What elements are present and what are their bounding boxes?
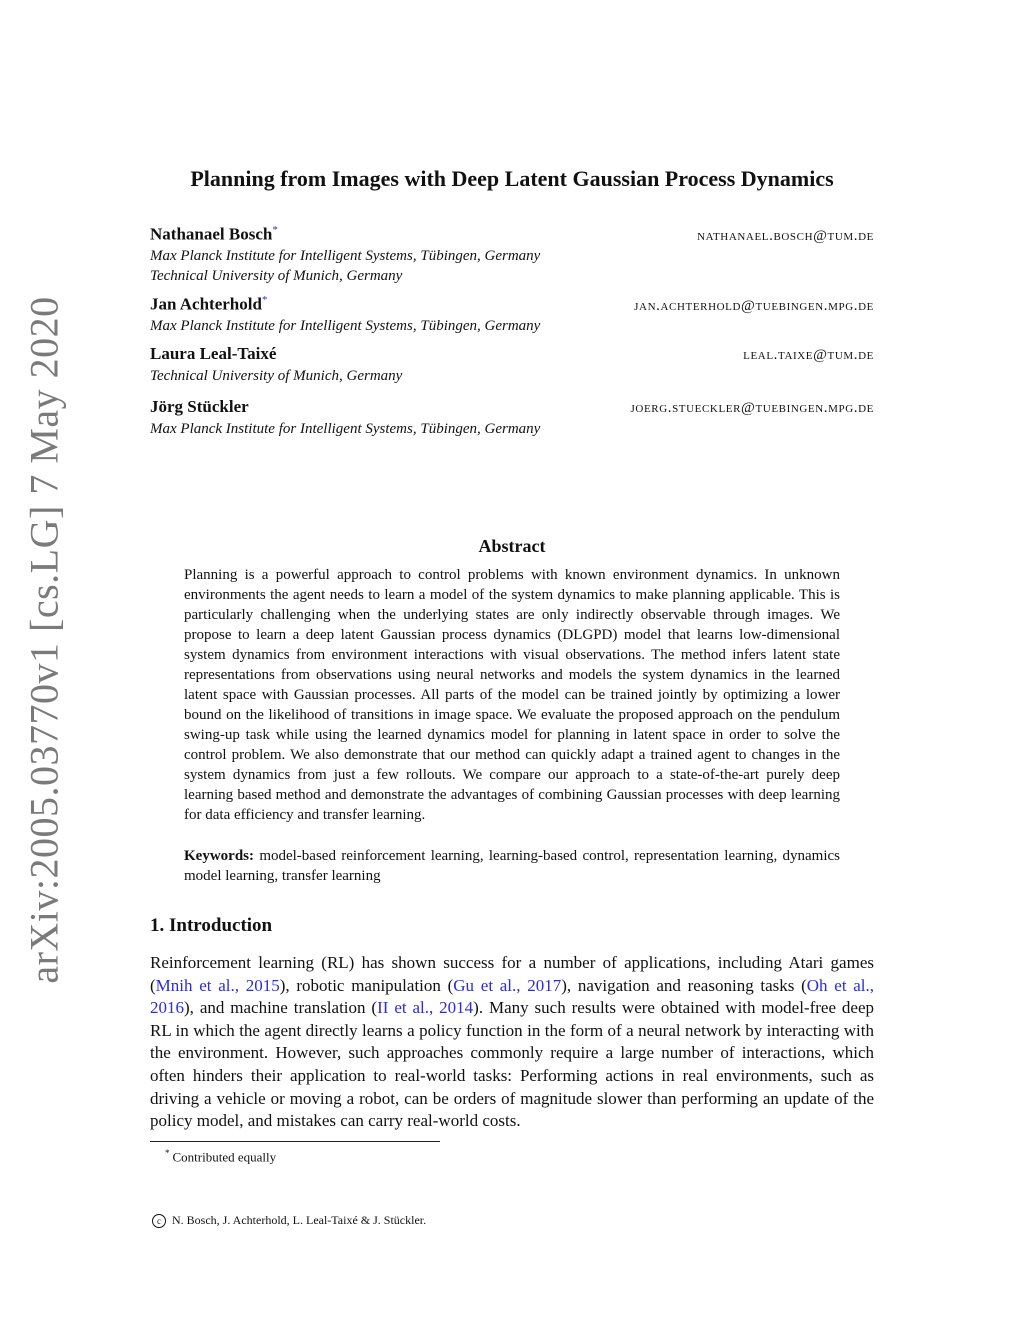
keywords — [184, 846, 840, 886]
introduction-paragraph: Reinforcement learning (RL) has shown success for a number of applications, including Atari games (Mnih et al., 2015), robotic manipulation (Gu et al., 2017), navigation and reasoning tasks (Oh et al., 2016), and machine translation (II et al., 2014). Many such results were obtained with model-free deep RL in which the agent directly learns a policy function in the form of a neural network by interacting with the environment. However, such approaches commonly require a large number of interactions, which often hinders their application to real-world tasks: Performing actions in real environments, such as driving a vehicle or moving a robot, can be orders of magnitude slower than performing an update of the policy model, and mistakes can carry real-world costs. — [150, 953, 875, 1131]
footnote-divider — [150, 1141, 440, 1142]
author-email[interactable]: joerg.stueckler@tuebingen.mpg.de — [630, 400, 874, 416]
author-email[interactable]: leal.taixe@tum.de — [743, 347, 874, 363]
citation-link[interactable]: Mnih et al., 2015 — [155, 975, 280, 995]
author-affiliation: Technical University of Munich, Germany — [150, 268, 403, 284]
author-name: Jan Achterhold* — [150, 294, 268, 314]
footnote-text: Contributed equally — [172, 1149, 277, 1165]
copyright-icon: c — [152, 1214, 166, 1228]
author-affiliation: Max Planck Institute for Intelligent Systems, Tübingen, Germany — [150, 248, 541, 264]
author-name: Nathanael Bosch* — [150, 224, 278, 244]
abstract-heading: Abstract — [478, 536, 546, 556]
footnote — [165, 1148, 276, 1165]
author-block — [150, 344, 874, 386]
section-heading: 1. Introduction — [150, 915, 273, 936]
keywords-text: model-based reinforcement learning, learning-based control, representation learning, dynamics model learning, transfer learning — [184, 848, 841, 884]
author-affiliation: Technical University of Munich, Germany — [150, 368, 403, 384]
author-name: Jörg Stückler — [150, 397, 249, 416]
author-block — [150, 224, 874, 286]
footnote-mark: * — [165, 1148, 170, 1158]
citation-link[interactable]: Gu et al., 2017 — [453, 975, 562, 995]
author-email[interactable]: nathanael.bosch@tum.de — [697, 227, 874, 244]
copyright-line — [152, 1213, 426, 1228]
keywords-label: Keywords: — [184, 848, 254, 864]
author-affiliation: Max Planck Institute for Intelligent Systems, Tübingen, Germany — [150, 421, 541, 437]
author-block — [150, 397, 874, 439]
copyright-text: N. Bosch, J. Achterhold, L. Leal-Taixé & J. Stückler. — [172, 1213, 427, 1227]
citation-link[interactable]: Oh et al., 2016 — [150, 975, 875, 1018]
citation-link[interactable]: II et al., 2014 — [377, 998, 474, 1018]
paper-title: Planning from Images with Deep Latent Gaussian Process Dynamics — [190, 166, 834, 191]
author-block — [150, 294, 874, 336]
arxiv-side-stamp: arXiv:2005.03770v1 [cs.LG] 7 May 2020 — [21, 296, 67, 984]
author-name: Laura Leal-Taixé — [150, 344, 277, 363]
author-email[interactable]: jan.achterhold@tuebingen.mpg.de — [634, 297, 874, 314]
author-affiliation: Max Planck Institute for Intelligent Systems, Tübingen, Germany — [150, 318, 541, 334]
abstract-text: Planning is a powerful approach to control problems with known environment dynamics. In unknown environments the agent needs to learn a model of the system dynamics to make planning applicable. This is particularly challenging when the underlying states are only indirectly observable through images. We propose to learn a deep latent Gaussian process dynamics (DLGPD) model that learns low-dimensional system dynamics from environment interactions with visual observations. The method infers latent state representations from observations using neural networks and models the system dynamics in the learned latent space with Gaussian processes. All parts of the model can be trained jointly by optimizing a lower bound on the likelihood of transitions in image space. We evaluate the proposed approach on the pendulum swing-up task while using the learned dynamics model for planning in latent space in order to solve the control problem. We also demonstrate that our method can quickly adapt a trained agent to changes in the system dynamics from just a few rollouts. We compare our approach to a state-of-the-art purely deep learning based method and demonstrate the advantages of combining Gaussian processes with deep learning for data efficiency and transfer learning. — [184, 567, 840, 823]
